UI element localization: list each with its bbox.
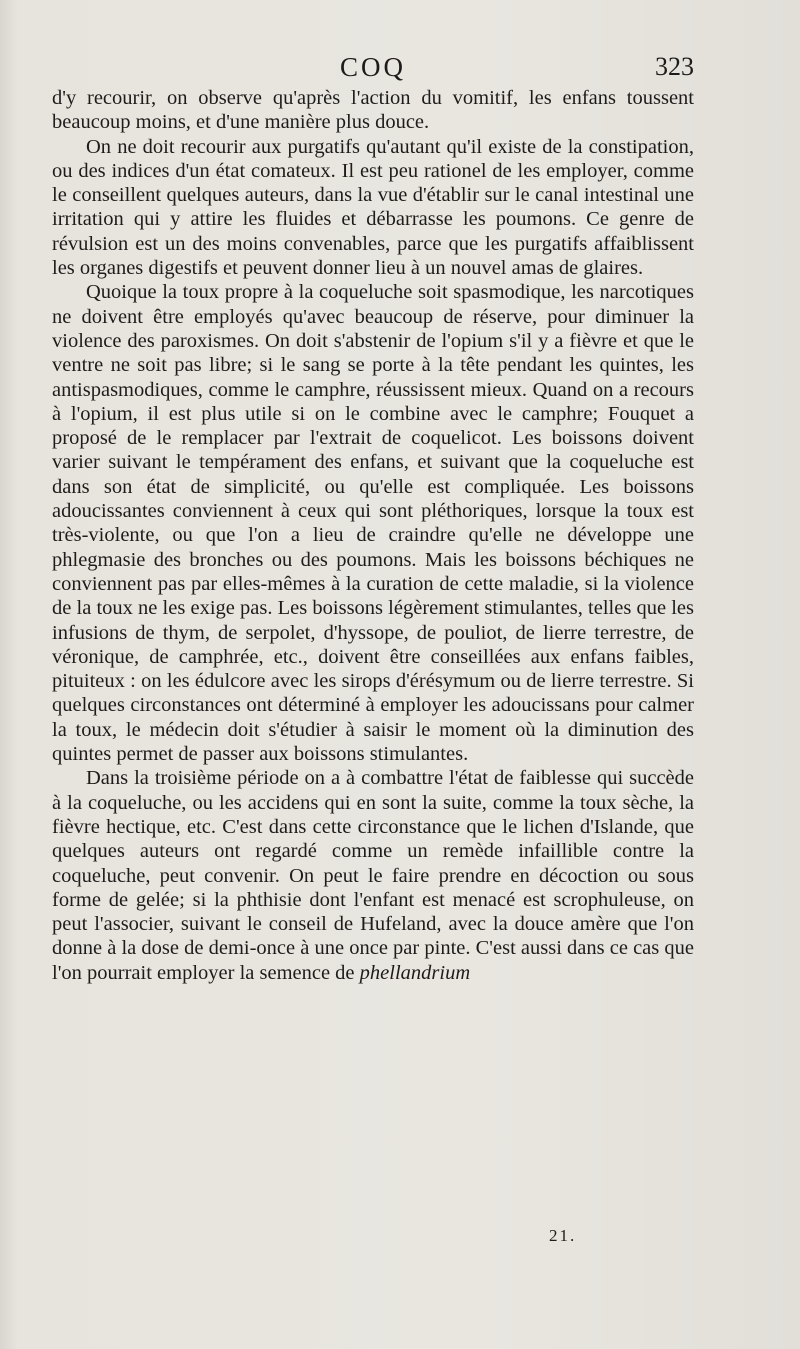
running-head: COQ	[339, 52, 406, 82]
italic-term: phellandrium	[359, 961, 471, 984]
paragraph-3: Quoique la toux propre à la coqueluche soit spasmodique, les narcotiques ne doivent être employés qu'avec beaucoup de réserve, pour diminuer la violence des paroxismes. On doit s'abstenir de l'opium s'il y a fièvre et que le ventre ne soit pas libre; si le sang se porte à la tête pendant les quintes, les antispasmodiques, comme le camphre, réussissent mieux. Quand on a recours à l'opium, il est plus utile si on le combine avec le camphre; Fouquet a proposé de le remplacer par l'extrait de coquelicot. Les boissons doivent varier suivant le tempérament des enfans, et suivant que la coqueluche est dans son état de simplicité, ou qu'elle est compliquée. Les boissons adoucissantes conviennent à ceux qui sont pléthoriques, lorsque la toux est très-violente, ou que l'on a lieu de craindre qu'elle ne développe une phlegmasie des bronches ou des poumons. Mais les boissons béchiques ne conviennent pas par elles-mêmes à la curation de cette maladie, si la violence de la toux ne les exige pas. Les boissons légèrement stimulantes, telles que les infusions de thym, de serpolet, d'hyssope, de pouliot, de lierre terrestre, de véronique, de camphrée, etc., doivent être conseillées aux enfans faibles, pituiteux : on les édulcore avec les sirops d'érésymum ou de lierre terrestre. Si quelques circonstances ont déterminé à employer les adoucissans pour calmer la toux, le médecin doit s'étudier à saisir le moment où la diminution des quintes permet de passer aux boissons stimulantes.	[52, 281, 694, 766]
paragraph-4	[52, 766, 694, 985]
paragraph-1: d'y recourir, on observe qu'après l'action du vomitif, les enfans toussent beaucoup moins, et d'une manière plus douce.	[52, 87, 694, 134]
signature-mark: 21.	[549, 1226, 577, 1245]
body-text	[52, 86, 694, 985]
page-number: 323	[655, 52, 694, 81]
paragraph-4-text: Dans la troisième période on a à combattre l'état de faiblesse qui succède à la coqueluche, ou les accidens qui en sont la suite, comme la toux sèche, la fièvre hectique, etc. C'est dans cette circonstance que le lichen d'Islande, que quelques auteurs ont regardé comme un remède infaillible contre la coqueluche, peut convenir. On peut le faire prendre en décoction ou sous forme de gelée; si la phthisie dont l'enfant est menacé est scrophuleuse, on peut l'associer, suivant le conseil de Hufeland, avec la douce amère que l'on donne à la dose de demi-once à une once par pinte. C'est aussi dans ce cas que l'on pourrait employer la semence de	[52, 767, 694, 984]
paragraph-2: On ne doit recourir aux purgatifs qu'autant qu'il existe de la constipation, ou des indices d'un état comateux. Il est peu rationel de les employer, comme le conseillent quelques auteurs, dans la vue d'établir sur le canal intestinal une irritation qui y attire les fluides et débarrasse les poumons. Ce genre de révulsion est un des moins convenables, parce que les purgatifs affaiblissent les organes digestifs et peuvent donner lieu à un nouvel amas de glaires.	[52, 135, 694, 280]
page-header	[52, 52, 694, 86]
